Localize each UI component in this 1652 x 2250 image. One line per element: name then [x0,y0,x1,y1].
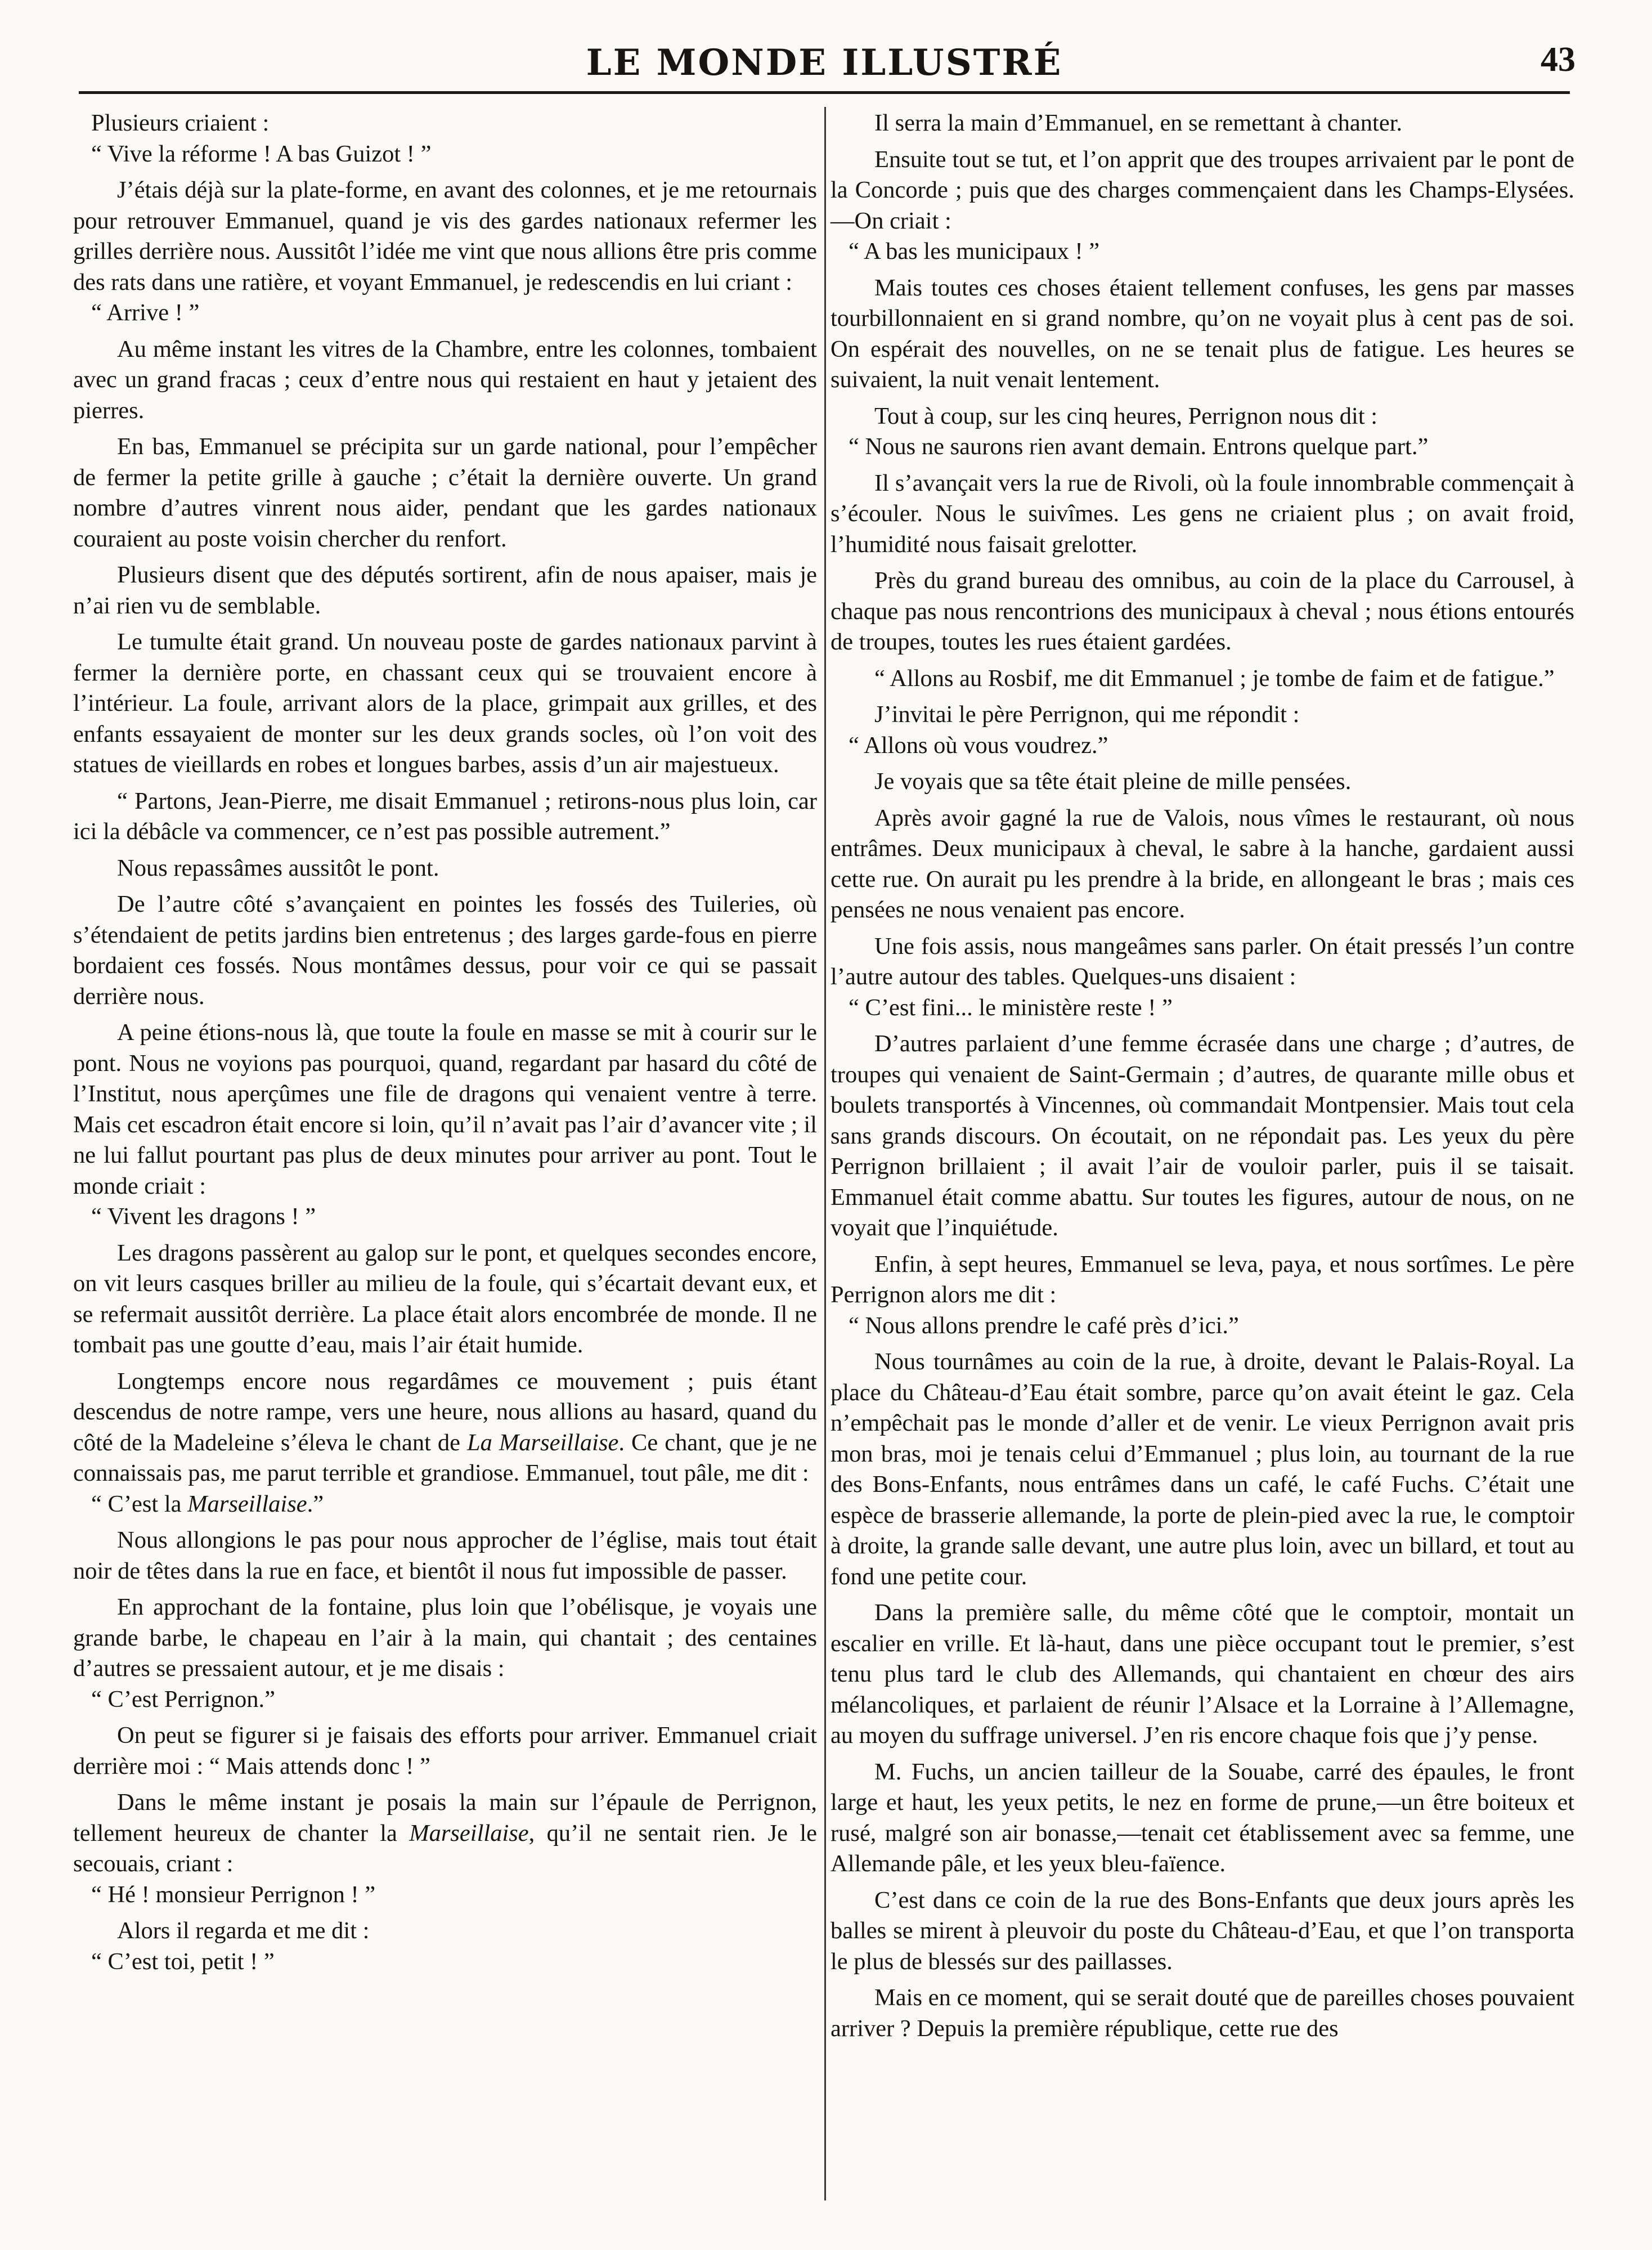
paragraph [73,432,817,554]
paragraph-text: Nous tournâmes au coin de la rue, à droite, devant le Palais-Royal. La place du Château-d’Eau était sombre, parce qu’on avait éteint le gaz. Cela n’empêchait pas le monde d’aller et de venir. Le vieux Perrignon avait pris mon bras, moi je tenais celui d’Emmanuel ; plus loin, au tournant de la rue des Bons-Enfants, nous entrâmes dans un café, le café Fuchs. C’était une espèce de brasserie allemande, la porte de plein-pied avec la rue, le comptoir à droite, la grande salle devant, une autre plus loin, avec un billard, et tout au fond une petite cour. [831,1348,1574,1590]
paragraph [831,566,1574,658]
paragraph-text: “ Arrive ! ” [91,299,200,326]
dialogue-line [73,139,817,170]
paragraph [831,1347,1574,1592]
paragraph-text: “ C’est Perrignon.” [91,1686,275,1713]
paragraph-text: “ Nous allons prendre le café près d’ici.” [849,1312,1239,1339]
paragraph-text: Plusieurs disent que des députés sortirent, afin de nous apaiser, mais je n’ai rien vu de semblable. [73,562,817,619]
paragraph-text: Ensuite tout se tut, et l’on apprit que des troupes arrivaient par le pont de la Concorde ; puis que des charges commençaient dans les Champs-Elysées.—On criait : [831,146,1574,234]
dialogue-line [831,1311,1574,1342]
paragraph-text: Nous repassâmes aussitôt le pont. [117,854,439,881]
paragraph-text: “ A bas les municipaux ! ” [849,238,1100,265]
paragraph-text: Il s’avançait vers la rue de Rivoli, où la foule innombrable commençait à s’écouler. Nous le suivîmes. Les gens ne criaient plus ; on avait froid, l’humidité nous faisait grelotter. [831,469,1574,558]
paragraph-text: “ Allons où vous voudrez.” [849,732,1108,759]
paragraph [831,1029,1574,1244]
dialogue-line [831,432,1574,463]
italic-title: La Marseillaise [467,1429,619,1456]
paragraph-text: Après avoir gagné la rue de Valois, nous vîmes le restaurant, où nous entrâmes. Deux municipaux à cheval, le sabre à la hanche, gardaient aussi cette rue. On aurait pu les prendre à la bride, en allongeant le bras ; mais ces pensées ne nous venaient pas encore. [831,804,1574,923]
paragraph-text: Je voyais que sa tête était pleine de mille pensées. [874,768,1352,795]
paragraph-text: Près du grand bureau des omnibus, au coin de la place du Carrousel, à chaque pas nous rencontrions des municipaux à cheval ; nous étions entourés de troupes, toutes les rues étaient gardées. [831,567,1574,655]
paragraph [73,786,817,848]
paragraph [831,1885,1574,1978]
paragraph-text: Une fois assis, nous mangeâmes sans parler. On était pressés l’un contre l’autre autour des tables. Quelques-uns disaient : [831,933,1574,990]
paragraph [831,767,1574,797]
paragraph-text: Il serra la main d’Emmanuel, en se remettant à chanter. [874,110,1403,136]
paragraph-text: Tout à coup, sur les cinq heures, Perrignon nous dit : [874,402,1378,429]
paragraph-text: Enfin, à sept heures, Emmanuel se leva, paya, et nous sortîmes. Le père Perrignon alors me dit : [831,1251,1574,1308]
column-divider [824,107,826,2200]
paragraph [831,700,1574,730]
paragraph [831,931,1574,993]
paragraph-text: De l’autre côté s’avançaient en pointes les fossés des Tuileries, où s’étendaient de petits jardins bien entretenus ; des larges garde-fous en pierre bordaient ces fossés. Nous montâmes dessus, pour voir ce qui se passait derrière nous. [73,891,817,1010]
paragraph-text: Mais en ce moment, qui se serait douté que de pareilles choses pouvaient arriver ? Depuis la première république, cette rue des [831,1984,1574,2042]
italic-title: Marseillaise [187,1490,307,1517]
dialogue-line [73,1202,817,1232]
paragraph-text: “ C’est toi, petit ! ” [91,1948,275,1975]
paragraph-text: C’est dans ce coin de la rue des Bons-Enfants que deux jours après les balles se mirent à pleuvoir du poste du Château-d’Eau, et que l’on transporta le plus de blessés sur des paillasses. [831,1886,1574,1975]
paragraph-text: “ Nous ne saurons rien avant demain. Entrons quelque part.” [849,433,1429,460]
paragraph-text: Plusieurs criaient : [91,110,270,136]
paragraph [831,1983,1574,2044]
paragraph [73,853,817,884]
paragraph [73,1592,817,1684]
paragraph-text: “ Allons au Rosbif, me dit Emmanuel ; je tombe de faim et de fatigue.” [874,665,1555,692]
paragraph-text-continued: , qu’il ne sentait rien. Je le secouais, criant : [73,1819,817,1877]
paragraph-text: D’autres parlaient d’une femme écrasée dans une charge ; d’autres, de troupes qui venaient de Saint-Germain ; d’autres, de quarante mille obus et boulets transportés à Vincennes, où commandait Montpensier. Mais tout cela sans grands discours. On écoutait, on ne répondait pas. Les yeux du père Perrignon brillaient ; il avait l’air de vouloir parler, puis il se taisait. Emmanuel était comme abattu. Sur toutes les figures, autour de nous, on ne voyait que l’inquiétude. [831,1030,1574,1241]
paragraph-text: Les dragons passèrent au galop sur le pont, et quelques secondes encore, on vit leurs casques briller au milieu de la foule, qui s’écartait devant eux, et se refermait aussitôt derrière. La place était alors encombrée de monde. Il ne tombait pas une goutte d’eau, mais l’air était humide. [73,1239,817,1358]
paragraph-text: “ C’est fini... le ministère reste ! ” [849,994,1173,1021]
masthead [79,34,1575,96]
paragraph [73,1238,817,1361]
dialogue-line [73,1880,817,1911]
dialogue-line [73,1947,817,1978]
italic-title: Marseillaise [409,1819,529,1846]
dialogue-line [831,993,1574,1024]
paragraph-text: Dans le même instant je posais la main sur l’épaule de Perrignon, tellement heureux de chanter la [73,1789,817,1846]
paragraph [73,1366,817,1489]
paragraph [73,175,817,298]
paragraph [831,273,1574,396]
paragraph [831,468,1574,561]
left-column [73,108,817,1977]
dialogue-line [73,298,817,329]
paragraph [73,108,817,139]
dialogue-line [73,1684,817,1715]
paragraph [831,1598,1574,1751]
dialogue-line [73,1489,817,1520]
paragraph [73,560,817,621]
paragraph [831,145,1574,237]
paragraph-text: Alors il regarda et me dit : [117,1917,370,1944]
paragraph [73,1720,817,1782]
paragraph-text-continued: .” [307,1490,324,1517]
paragraph [73,1018,817,1202]
paragraph [831,664,1574,694]
dialogue-line [831,236,1574,267]
paragraph-text: En approchant de la fontaine, plus loin que l’obélisque, je voyais une grande barbe, le chapeau en l’air à la main, qui chantait ; des centaines d’autres se pressaient autour, et je me disais : [73,1594,817,1682]
paragraph-text-continued: . Ce chant, que je ne connaissais pas, me parut terrible et grandiose. Emmanuel, tout pâle, me dit : [73,1429,817,1486]
paragraph-text: “ Partons, Jean-Pierre, me disait Emmanuel ; retirons-nous plus loin, car ici la débâcle va commencer, ce n’est pas possible autrement.” [73,787,817,845]
paragraph-text: “ Vive la réforme ! A bas Guizot ! ” [91,140,432,167]
paragraph [73,627,817,781]
paragraph [73,1787,817,1880]
paragraph-text: Dans la première salle, du même côté que le comptoir, montait un escalier en vrille. Et là-haut, dans une pièce occupant tout le premier, s’est tenu plus tard le club des Allemands, qui chantaient en chœur des airs mélancoliques, et parlaient de réunir l’Alsace et la Lorraine à l’Allemagne, au moyen du suffrage universel. J’en ris encore chaque fois que j’y pense. [831,1599,1574,1749]
paragraph [831,803,1574,926]
paragraph [831,401,1574,432]
page-number: 43 [1541,41,1575,79]
paragraph-text: Au même instant les vitres de la Chambre, entre les colonnes, tombaient avec un grand fracas ; ceux d’entre nous qui restaient en haut y jetaient des pierres. [73,335,817,424]
paragraph-text: Le tumulte était grand. Un nouveau poste de gardes nationaux parvint à fermer la dernière porte, en chassant ceux qui se trouvaient encore à l’intérieur. La foule, arrivant alors de la place, grimpait aux grilles, et des enfants essayaient de monter sur les deux grands socles, où l’on voit des statues de vieillards en robes et longues barbes, assis d’un air majestueux. [73,629,817,778]
paragraph [73,1525,817,1586]
paragraph-text: Mais toutes ces choses étaient tellement confuses, les gens par masses tourbillonnaient en si grand nombre, qu’on ne voyait plus à cent pas de soi. On espérait des nouvelles, on ne se tenait plus de fatigue. Les heures se suivaient, la nuit venait lentement. [831,274,1574,393]
paragraph [73,334,817,427]
dialogue-line [831,730,1574,761]
paragraph [73,1916,817,1947]
paragraph [831,1249,1574,1311]
paragraph-text: En bas, Emmanuel se précipita sur un garde national, pour l’empêcher de fermer la petite grille à gauche ; c’était la dernière ouverte. Un grand nombre d’autres vinrent nous aider, pendant que les gardes nationaux couraient au poste voisin chercher du renfort. [73,433,817,552]
paragraph-text: Nous allongions le pas pour nous approcher de l’église, mais tout était noir de têtes dans la rue en face, et bientôt il nous fut impossible de passer. [73,1527,817,1584]
header-rule [79,91,1570,94]
paragraph-text: J’invitai le père Perrignon, qui me répondit : [874,701,1300,728]
paragraph-text: “ C’est la [91,1490,188,1517]
journal-title: LE MONDE ILLUSTRÉ [586,42,1063,84]
paragraph [73,889,817,1012]
paragraph-text: A peine étions-nous là, que toute la foule en masse se mit à courir sur le pont. Nous ne voyions pas pourquoi, quand, regardant par hasard du côté de l’Institut, nous aperçûmes une file de dragons qui venaient ventre à terre. Mais cet escadron était encore si loin, qu’il n’avait pas l’air d’avancer vite ; il ne lui fallut pourtant pas plus de deux minutes pour arriver au pont. Tout le monde criait : [73,1019,817,1199]
paragraph-text: M. Fuchs, un ancien tailleur de la Souabe, carré des épaules, le front large et haut, les yeux petits, le nez en forme de prune,—un être boiteux et rusé, malgré son air bonasse,—tenait cet établissement avec sa femme, une Allemande pâle, et les yeux bleu-faïence. [831,1758,1574,1877]
paragraph-text: On peut se figurer si je faisais des efforts pour arriver. Emmanuel criait derrière moi : “ Mais attends donc ! ” [73,1722,817,1780]
paragraph [831,108,1574,139]
paragraph-text: Longtemps encore nous regardâmes ce mouvement ; puis étant descendus de notre rampe, vers une heure, nous allions au hasard, quand du côté de la Madeleine s’éleva le chant de [73,1368,817,1456]
paragraph-text: J’étais déjà sur la plate-forme, en avant des colonnes, et je me retournais pour retrouver Emmanuel, quand je vis des gardes nationaux refermer les grilles derrière nous. Aussitôt l’idée me vint que nous allions être pris comme des rats dans une ratière, et voyant Emmanuel, je redescendis en lui criant : [73,177,817,295]
right-column [831,108,1574,2044]
paragraph-text: “ Vivent les dragons ! ” [91,1203,316,1230]
paragraph-text: “ Hé ! monsieur Perrignon ! ” [91,1881,376,1908]
paragraph [831,1757,1574,1880]
